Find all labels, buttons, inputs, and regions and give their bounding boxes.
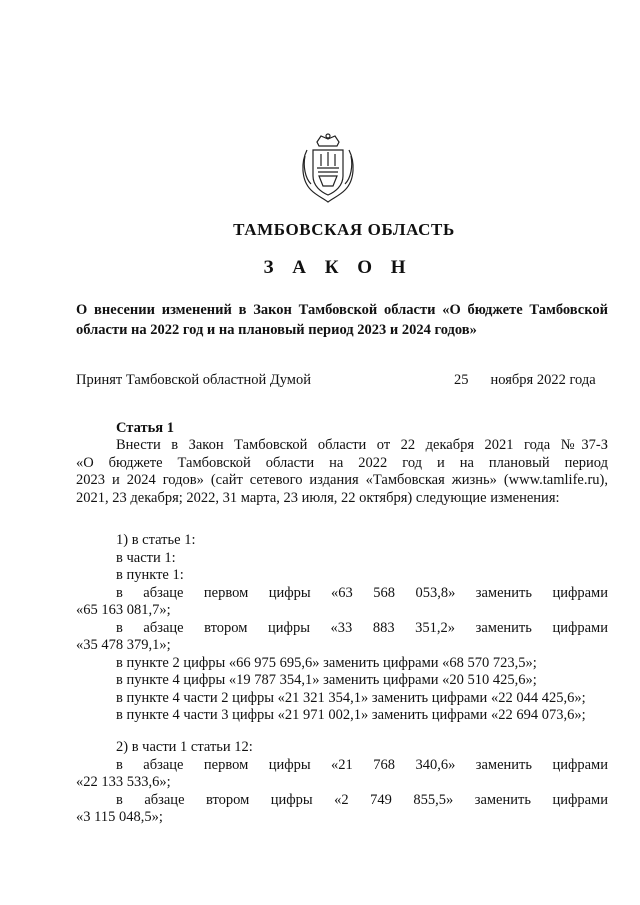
list-item: 1) в статье 1: (116, 532, 196, 548)
coat-of-arms-icon (297, 132, 359, 204)
list-item: в пункте 2 цифры «66 975 695,6» заменить цифрами «68 570 723,5»; (116, 654, 537, 671)
adoption-text: Принят Тамбовской областной Думой (76, 372, 311, 388)
amendments-list (76, 532, 608, 725)
list-item: в абзаце первом цифры «21 768 340,6» заменить цифрами (116, 756, 608, 773)
article-title: Статья 1 (116, 420, 174, 436)
article-intro (76, 437, 608, 507)
list-item: 2) в части 1 статьи 12: (116, 739, 253, 755)
list-item: в пункте 4 части 3 цифры «21 971 002,1» заменить цифрами «22 694 073,6»; (116, 707, 586, 723)
intro-line-4: 2021, 23 декабря; 2022, 31 марта, 23 июля, 22 октября) следующие изменения: (76, 489, 560, 506)
document-type-title: З А К О Н (263, 257, 413, 278)
intro-line-3: 2023 и 2024 годов» (сайт сетевого издания «Тамбовская жизнь» (www.tamlife.ru), (76, 472, 608, 488)
list-item: «22 133 533,6»; (76, 774, 171, 790)
list-item: в части 1: (116, 549, 176, 566)
list-item: «3 115 048,5»; (76, 809, 163, 825)
list-item: в абзаце первом цифры «63 568 053,8» заменить цифрами (116, 584, 608, 601)
adoption-date (454, 370, 596, 390)
amendments-list-2 (76, 739, 608, 827)
adoption-month-year: ноября 2022 года (490, 372, 596, 388)
list-item: в абзаце втором цифры «2 749 855,5» заменить цифрами (116, 791, 608, 808)
list-item: «35 478 379,1»; (76, 637, 171, 653)
law-subject: О внесении изменений в Закон Тамбовской области «О бюджете Тамбовской области на 2022 год и на плановый период 2023 и 2024 годов» (76, 302, 608, 338)
intro-line-1: Внести в Закон Тамбовской области от 22 декабря 2021 года №37-З (116, 437, 608, 453)
adoption-day: 25 (454, 372, 469, 388)
list-item: в пункте 1: (116, 567, 184, 583)
region-title: ТАМБОВСКАЯ ОБЛАСТЬ (233, 220, 455, 239)
intro-line-2: «О бюджете Тамбовской области на 2022 год и на плановый период (76, 454, 608, 471)
list-item: в пункте 4 цифры «19 787 354,1» заменить цифрами «20 510 425,6»; (116, 672, 537, 688)
list-item: в пункте 4 части 2 цифры «21 321 354,1» заменить цифрами «22 044 425,6»; (116, 689, 586, 706)
list-item: «65 163 081,7»; (76, 602, 171, 618)
list-item: в абзаце втором цифры «33 883 351,2» заменить цифрами (116, 619, 608, 636)
